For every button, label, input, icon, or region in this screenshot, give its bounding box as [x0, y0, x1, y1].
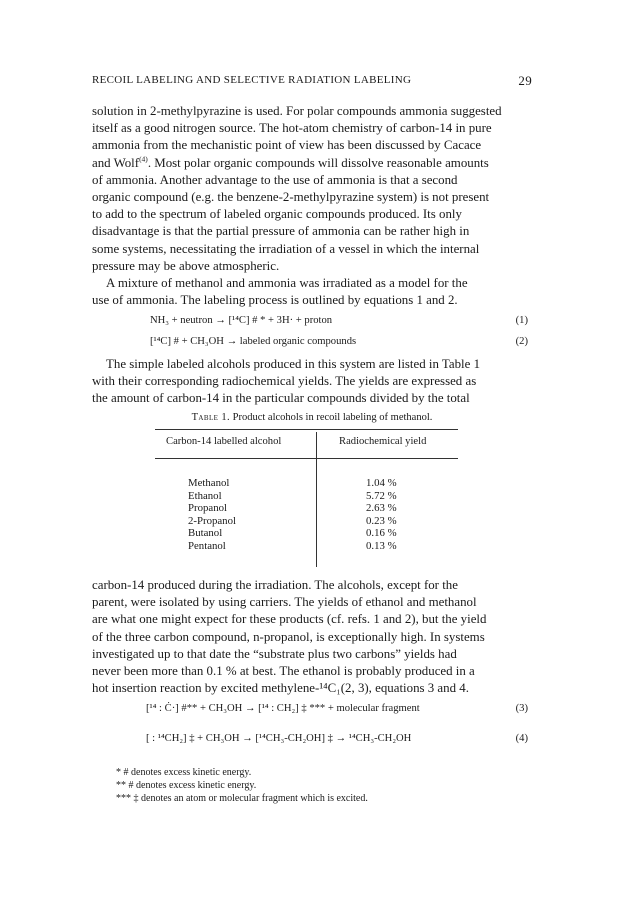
text-line: ammonia from the mechanistic point of view has been discussed by Cacace [92, 138, 482, 153]
equation-text: NH₃ + neutron → [¹⁴C] # * + 3H· + proton [150, 315, 333, 326]
table-cell: Propanol [188, 502, 227, 515]
table-caption [92, 412, 532, 423]
text-line: are what one might expect for these products (cf. refs. 1 and 2), but the yield [92, 612, 487, 627]
table-cell: Methanol [188, 477, 230, 489]
text-line: solution in 2-methylpyrazine is used. For polar compounds ammonia suggested [92, 104, 502, 118]
text-line: of ammonia. Another advantage to the use of ammonia is that a second [92, 172, 458, 187]
footnote: ** # denotes excess kinetic energy. [116, 780, 257, 791]
equation-number: (3) [515, 703, 528, 714]
text-line: never been more than 0.1 % at best. The ethanol is probably produced in a [92, 664, 475, 679]
page-number: 29 [518, 73, 532, 88]
text-line: pressure may be above atmospheric. [92, 258, 280, 273]
table-cell: 0.16 % [366, 527, 397, 540]
text-line: The simple labeled alcohols produced in this system are listed in Table 1 [106, 357, 481, 371]
table-col-alcohols [188, 477, 236, 553]
equation-text: [ : ¹⁴CH₂] ‡ + CH₃OH → [¹⁴CH₃-CH₂OH] ‡ → ¹⁴CH₃-CH₂OH [146, 733, 412, 744]
equation-number: (1) [515, 315, 528, 326]
paragraph-4 [92, 577, 532, 697]
table-column-header: Radiochemical yield [339, 436, 427, 447]
equation-text: [¹⁴ : Ċ·] #** + CH₃OH → [¹⁴ : CH₂] ‡ *** + molecular fragment [146, 703, 420, 714]
text-line: itself as a good nitrogen source. The hot-atom chemistry of carbon-14 in pure [92, 121, 492, 136]
table-cell: 2-Propanol [188, 514, 236, 527]
citation-ref: (4) [139, 154, 148, 164]
text-line: and Wolf$^{(4)}$. Most polar organic compounds will dissolve reasonable amounts [92, 154, 489, 170]
text-line: to add to the spectrum of labeled organic compounds produced. Its only [92, 207, 462, 222]
text-line: of the three carbon compound, n-propanol, is exceptionally high. In systems [92, 629, 485, 644]
table-cell: 0.13 % [366, 539, 397, 552]
table-caption-label: Table 1. [191, 412, 230, 423]
table-column-divider [316, 432, 317, 567]
equation-number: (4) [515, 733, 528, 744]
text-line: disadvantage is that the partial pressure of ammonia can be rather high in [92, 224, 470, 239]
table-header-rule [155, 458, 458, 459]
text-line: parent, were isolated by using carriers. The yields of ethanol and methanol [92, 595, 477, 610]
footnotes [116, 766, 516, 805]
table-cell: 5.72 % [366, 489, 397, 502]
running-head-title: RECOIL LABELING AND SELECTIVE RADIATION LABELING [92, 74, 412, 86]
table-col-yields [366, 477, 397, 553]
table-caption-text: Product alcohols in recoil labeling of methanol. [232, 412, 433, 423]
table-cell: 0.23 % [366, 514, 397, 527]
footnote: *** ‡ denotes an atom or molecular fragment which is excited. [116, 793, 368, 804]
equation-text: [¹⁴C] # + CH₃OH → labeled organic compounds [150, 336, 357, 347]
table-top-rule [155, 429, 458, 430]
text-line: organic compound (e.g. the benzene-2-methylpyrazine system) is not present [92, 190, 490, 205]
equation-number: (2) [515, 336, 528, 347]
text-line: with their corresponding radiochemical yields. The yields are expressed as [92, 374, 477, 389]
text-line: the amount of carbon-14 in the particular compounds divided by the total [92, 391, 470, 406]
text-line: A mixture of methanol and ammonia was irradiated as a model for the [106, 276, 468, 291]
table-cell: Ethanol [188, 489, 222, 502]
table-column-header: Carbon-14 labelled alcohol [166, 436, 282, 447]
paragraph-1 [92, 103, 532, 309]
text-line: some systems, necessitating the irradiation of a vessel in which the internal [92, 241, 480, 256]
isotope-label: ¹⁴C₁ [319, 681, 341, 696]
footnote: * # denotes excess kinetic energy. [116, 767, 252, 778]
table-cell: Pentanol [188, 539, 226, 552]
paragraph-3 [92, 356, 532, 408]
table-cell: 1.04 % [366, 477, 397, 489]
text-line: carbon-14 produced during the irradiation. The alcohols, except for the [92, 578, 458, 592]
text-line: use of ammonia. The labeling process is outlined by equations 1 and 2. [92, 293, 458, 308]
table-cell: 2.63 % [366, 502, 397, 515]
text-line: investigated up to that date the “substrate plus two carbons” yields had [92, 646, 457, 661]
running-head [92, 74, 532, 86]
text-line: hot insertion reaction by excited methylene-¹⁴C₁(2, 3), equations 3 and 4. [92, 681, 469, 696]
table-cell: Butanol [188, 527, 223, 540]
